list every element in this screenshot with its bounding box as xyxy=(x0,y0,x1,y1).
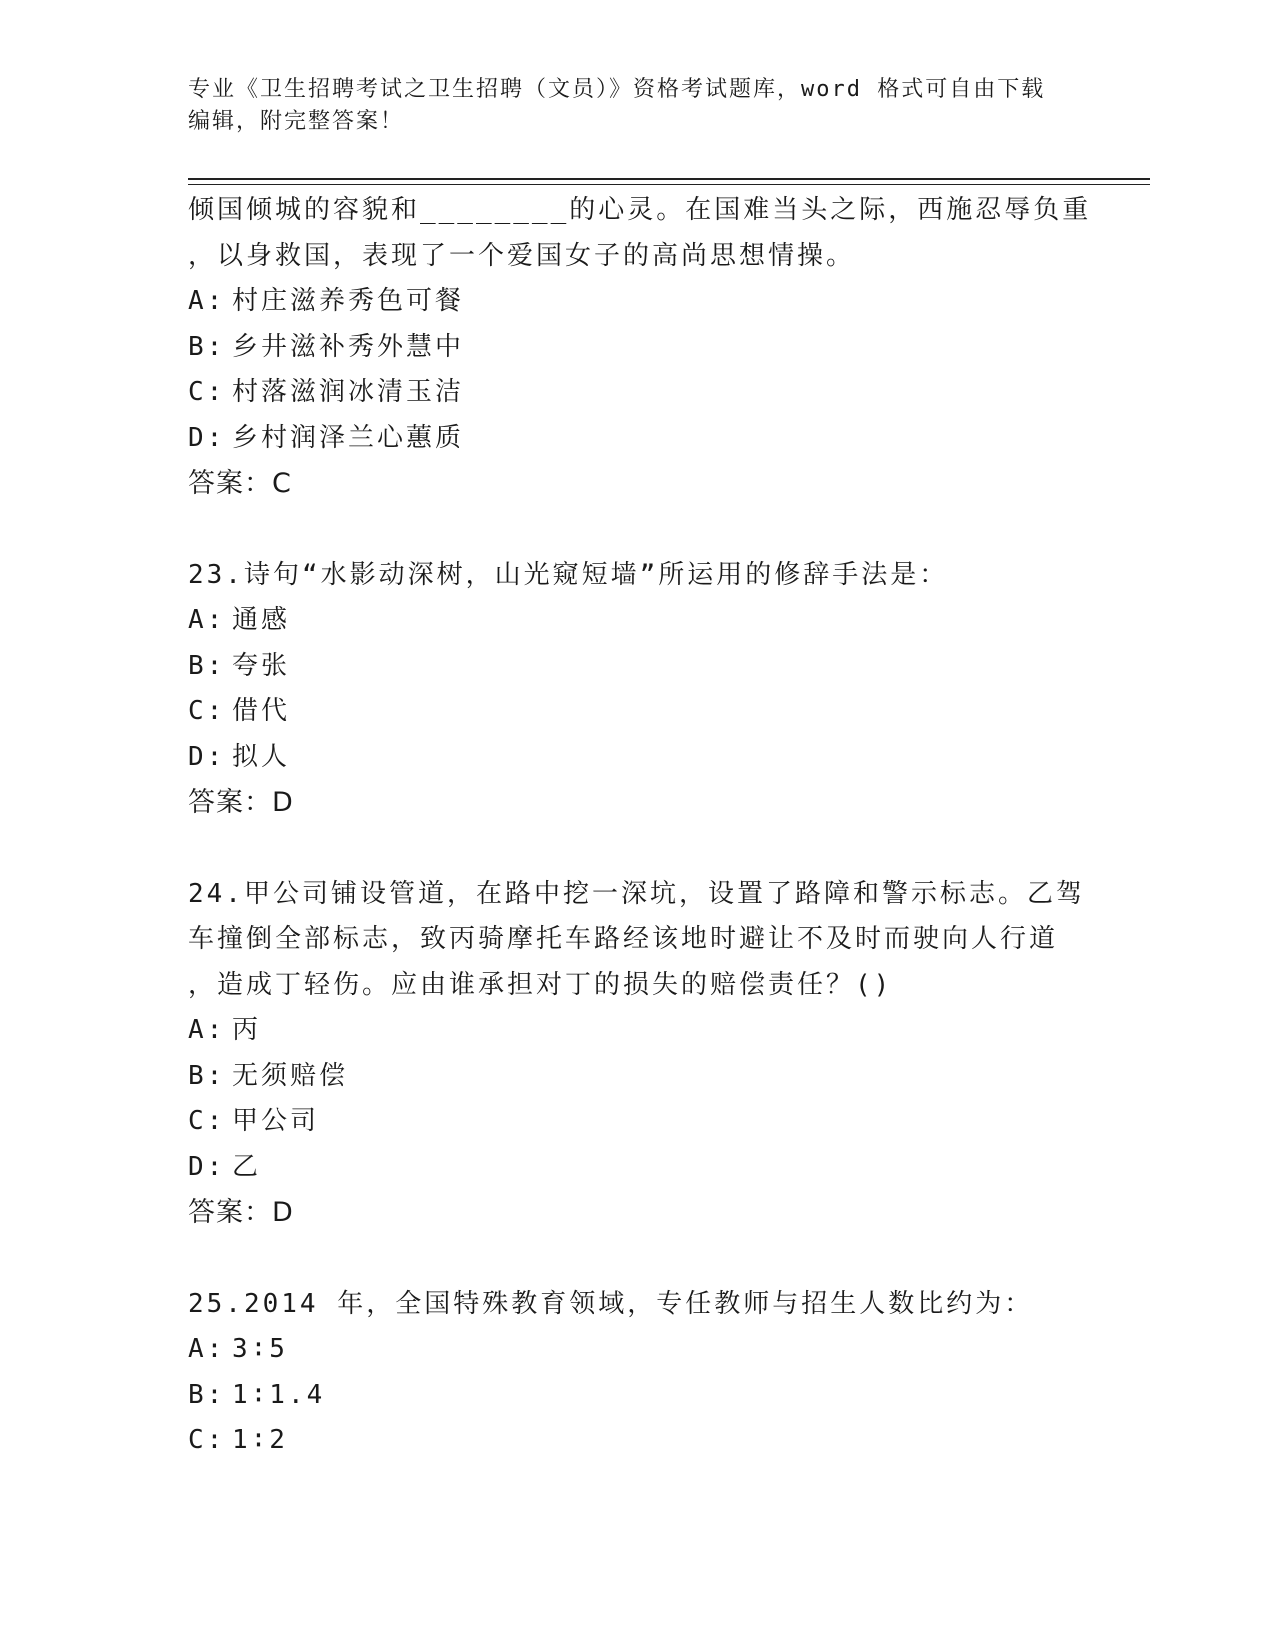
option-label: D: xyxy=(188,741,226,772)
option-label: A: xyxy=(188,1334,226,1364)
option-text: 丙 xyxy=(232,1015,262,1045)
header-line-2: 编辑，附完整答案！ xyxy=(188,109,405,134)
option-text: 无须赔偿 xyxy=(232,1060,349,1091)
option-text: 3∶5 xyxy=(232,1334,288,1364)
option-text: 甲公司 xyxy=(232,1106,320,1136)
option-b xyxy=(188,644,1088,690)
option-c xyxy=(188,1099,1088,1145)
option-label: D: xyxy=(188,1151,226,1182)
option-text: 借代 xyxy=(232,696,291,726)
option-label: D: xyxy=(188,422,226,453)
option-a xyxy=(188,1327,1088,1373)
option-text: 夸张 xyxy=(232,650,291,681)
question-spacer xyxy=(188,507,1088,553)
option-b xyxy=(188,1054,1088,1100)
answer-line: 答案：D xyxy=(188,787,294,818)
option-label: B: xyxy=(188,650,226,681)
option-text: 1∶1.4 xyxy=(232,1379,326,1410)
option-d xyxy=(188,416,1088,462)
question-23 xyxy=(188,553,1088,826)
option-label: C: xyxy=(188,377,226,407)
option-a xyxy=(188,279,1088,325)
document-header xyxy=(188,74,1088,138)
header-line-1: 专业《卫生招聘考试之卫生招聘（文员）》资格考试题库，word 格式可自由下载 xyxy=(188,77,1046,102)
option-c xyxy=(188,1418,1088,1464)
option-label: C: xyxy=(188,696,226,726)
option-b xyxy=(188,1373,1088,1419)
option-c xyxy=(188,370,1088,416)
option-text: 乡村润泽兰心蕙质 xyxy=(232,422,465,453)
option-text: 通感 xyxy=(232,605,291,635)
option-text: 乙 xyxy=(232,1151,262,1182)
option-d xyxy=(188,1145,1088,1191)
question-22 xyxy=(188,188,1092,507)
option-c xyxy=(188,689,1088,735)
question-spacer xyxy=(188,826,1088,872)
option-label: C: xyxy=(188,1106,226,1136)
option-label: A: xyxy=(188,286,226,316)
question-text-line: ，以身救国，表现了一个爱国女子的高尚思想情操。 xyxy=(188,240,856,271)
option-label: B: xyxy=(188,1060,226,1091)
option-label: A: xyxy=(188,605,226,635)
option-label: C: xyxy=(188,1425,226,1455)
option-text: 村落滋润冰清玉洁 xyxy=(232,377,465,407)
question-25 xyxy=(188,1282,1088,1464)
option-d xyxy=(188,735,1088,781)
question-text-line: 倾国倾城的容貌和________的心灵。在国难当头之际，西施忍辱负重 xyxy=(188,195,1092,225)
answer-line: 答案：D xyxy=(188,1197,294,1228)
question-text-line: 24.甲公司铺设管道，在路中挖一深坑，设置了路障和警示标志。乙驾 xyxy=(188,878,1085,909)
option-a xyxy=(188,1008,1088,1054)
option-label: A: xyxy=(188,1015,226,1045)
question-spacer xyxy=(188,1236,1088,1282)
question-text-line: 车撞倒全部标志，致丙骑摩托车路经该地时避让不及时而驶向人行道 xyxy=(188,924,1059,954)
option-label: B: xyxy=(188,1379,226,1410)
question-24 xyxy=(188,872,1088,1236)
question-text-line: ，造成丁轻伤。应由谁承担对丁的损失的赔偿责任？() xyxy=(188,969,893,1000)
answer-line: 答案：C xyxy=(188,468,292,499)
option-text: 乡井滋补秀外慧中 xyxy=(232,331,465,362)
question-text-line: 23.诗句“水影动深树，山光窥短墙”所运用的修辞手法是： xyxy=(188,559,949,590)
option-text: 拟人 xyxy=(232,741,291,772)
header-divider-thick xyxy=(188,178,1150,180)
option-label: B: xyxy=(188,331,226,362)
question-list xyxy=(188,188,1092,1464)
option-text: 1∶2 xyxy=(232,1425,288,1455)
header-divider-thin xyxy=(188,184,1150,185)
option-a xyxy=(188,598,1088,644)
option-b xyxy=(188,325,1088,371)
question-text-line: 25.2014 年，全国特殊教育领域，专任教师与招生人数比约为： xyxy=(188,1288,1034,1319)
option-text: 村庄滋养秀色可餐 xyxy=(232,286,465,316)
